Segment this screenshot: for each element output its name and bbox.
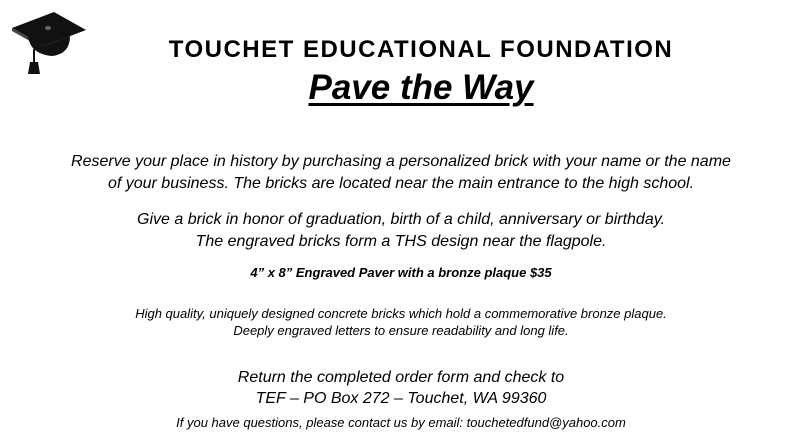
honor-line: Give a brick in honor of graduation, birth of a child, anniversary or birthday. xyxy=(137,211,665,228)
honor-paragraph xyxy=(0,209,802,253)
return-address xyxy=(0,367,802,409)
organization-title: TOUCHET EDUCATIONAL FOUNDATION xyxy=(168,36,674,63)
intro-line: Reserve your place in history by purchasing a personalized brick with your name or the name xyxy=(71,153,731,170)
price-offer: 4” x 8” Engraved Paver with a bronze plaque $35 xyxy=(250,265,552,280)
honor-line: The engraved bricks form a THS design near the flagpole. xyxy=(195,233,607,250)
intro-line: of your business. The bricks are located near the main entrance to the high school. xyxy=(107,175,695,192)
quality-line: High quality, uniquely designed concrete bricks which hold a commemorative bronze plaque. xyxy=(135,306,667,321)
return-line: Return the completed order form and check to xyxy=(237,369,565,386)
return-line: TEF – PO Box 272 – Touchet, WA 99360 xyxy=(255,390,547,407)
quality-line: Deeply engraved letters to ensure readability and long life. xyxy=(233,323,569,338)
quality-paragraph xyxy=(0,305,802,339)
intro-paragraph xyxy=(0,151,802,195)
page-title: Pave the Way xyxy=(308,68,534,107)
contact-line: If you have questions, please contact us by email: touchetedfund@yahoo.com xyxy=(176,415,626,430)
